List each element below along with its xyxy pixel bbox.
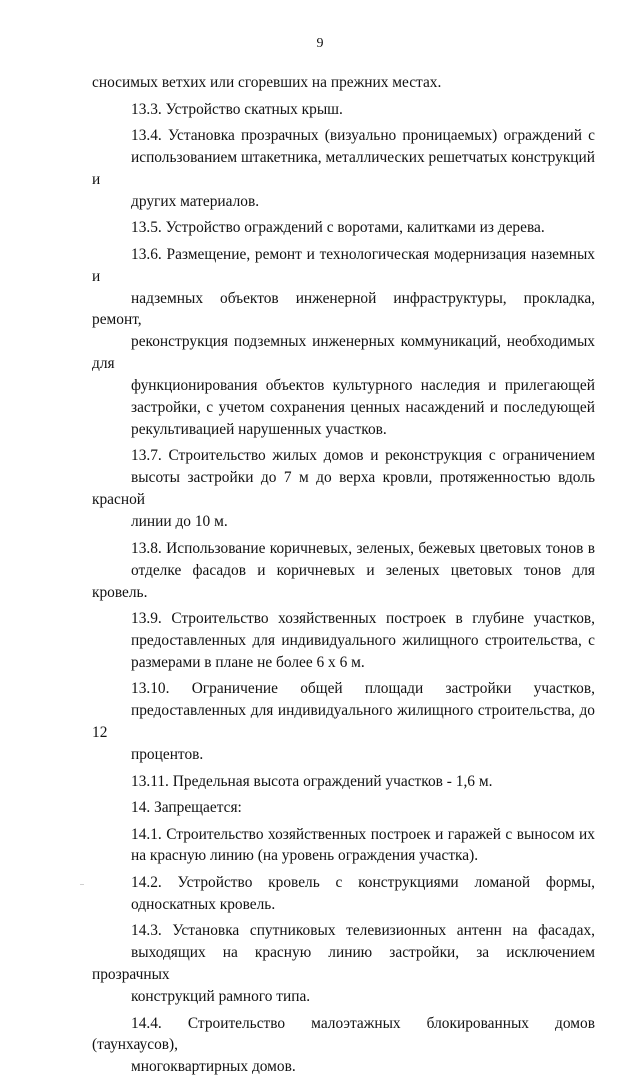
text-line: 13.6. Размещение, ремонт и технологическая модернизация наземных и: [92, 245, 595, 285]
paragraph: [92, 72, 595, 94]
text-line: 14.1. Строительство хозяйственных построек и гаражей с выносом их: [131, 825, 595, 843]
text-line: застройки, с учетом сохранения ценных насаждений и последующей: [131, 399, 595, 417]
text-line: 13.5. Устройство ограждений с воротами, калитками из дерева.: [131, 219, 545, 237]
text-line: 13.9. Строительство хозяйственных построек в глубине участков,: [131, 610, 595, 627]
text-line: предоставленных для индивидуального жилищного строительства, с: [131, 631, 595, 649]
paragraph: [92, 445, 595, 533]
text-line: функционирования объектов культурного наследия и прилегающей: [131, 377, 595, 395]
text-line: 13.8. Использование коричневых, зеленых, бежевых цветовых тонов в: [131, 539, 595, 557]
text-line: рекультивацией нарушенных участков.: [131, 420, 387, 438]
paragraph: [92, 1013, 595, 1079]
text-line: реконструкция подземных инженерных коммуникаций, необходимых для: [92, 333, 595, 373]
paragraph: [92, 538, 595, 604]
paragraph: [92, 872, 595, 916]
paragraph: [92, 99, 595, 121]
document-body: [92, 72, 595, 1083]
paragraph: [92, 244, 595, 441]
text-line: односкатных кровель.: [131, 895, 276, 913]
text-line: 13.11. Предельная высота ограждений участков - 1,6 м.: [131, 772, 493, 790]
text-line: линии до 10 м.: [131, 513, 228, 531]
text-line: 13.7. Строительство жилых домов и реконструкция с ограничением: [131, 447, 595, 465]
text-line: других материалов.: [131, 192, 260, 210]
text-line: надземных объектов инженерной инфраструктуры, прокладка, ремонт,: [92, 289, 595, 329]
paragraph: [92, 125, 595, 213]
paragraph: [92, 608, 595, 674]
paragraph: [92, 797, 595, 819]
text-line: 14.3. Установка спутниковых телевизионных антенн на фасадах,: [131, 922, 595, 940]
text-line: предоставленных для индивидуального жилищного строительства, до 12: [92, 702, 595, 742]
text-line: 13.4. Установка прозрачных (визуально проницаемых) ограждений с: [131, 127, 595, 144]
text-line: 13.10. Ограничение общей площади застройки участков,: [131, 680, 595, 698]
text-line: 14.4. Строительство малоэтажных блокированных домов (таунхаусов),: [92, 1014, 595, 1054]
page-number: 9: [316, 36, 324, 51]
text-line: многоквартирных домов.: [131, 1058, 296, 1076]
text-line: процентов.: [131, 746, 204, 764]
paragraph: [92, 771, 595, 793]
text-line: 14. Запрещается:: [131, 799, 242, 817]
scan-speck: [80, 884, 84, 885]
text-line: сносимых ветхих или сгоревших на прежних местах.: [92, 74, 442, 91]
text-line: на красную линию (на уровень ограждения участка).: [131, 847, 479, 865]
text-line: 14.2. Устройство кровель с конструкциями ломаной формы,: [131, 873, 595, 891]
text-line: 13.3. Устройство скатных крыш.: [131, 100, 343, 118]
paragraph: [92, 920, 595, 1008]
text-line: выходящих на красную линию застройки, за исключением прозрачных: [92, 944, 595, 984]
paragraph: [92, 678, 595, 766]
text-line: высоты застройки до 7 м до верха кровли, протяженностью вдоль красной: [92, 469, 595, 509]
text-line: использованием штакетника, металлических решетчатых конструкций и: [92, 148, 596, 188]
text-line: конструкций рамного типа.: [131, 988, 311, 1006]
text-line: отделке фасадов и коричневых и зеленых цветовых тонов для кровель.: [92, 561, 595, 601]
paragraph: [92, 824, 595, 868]
text-line: размерами в плане не более 6 х 6 м.: [131, 653, 365, 671]
paragraph: [92, 217, 595, 239]
